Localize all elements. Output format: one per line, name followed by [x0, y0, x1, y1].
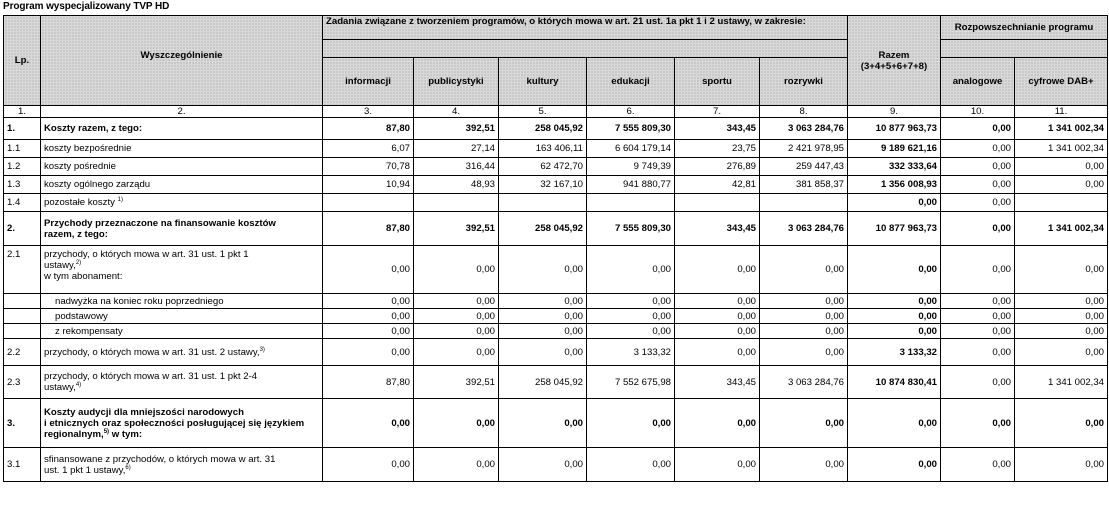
- table-row: z rekompensaty 0,00 0,00 0,00 0,00 0,00 0,00 0,00 0,00 0,00: [4, 324, 1108, 339]
- table-row: 2. Przychody przeznaczone na finansowanie kosztów razem, z tego: 87,80 392,51 258 045,92 7 555 809,30 343,45 3 063 284,76 10 877 963,73 0,00 1 341 002,34: [4, 212, 1108, 246]
- page-title: Program wyspecjalizowany TVP HD: [3, 1, 170, 12]
- header-lp: Lp.: [4, 16, 41, 106]
- header-informacji: informacji: [323, 58, 414, 106]
- table-row: nadwyżka na koniec roku poprzedniego 0,00 0,00 0,00 0,00 0,00 0,00 0,00 0,00 0,00: [4, 294, 1108, 309]
- table-row: 2.2 przychody, o których mowa w art. 31 ust. 2 ustawy,$^{3)}$ 0,00 0,00 0,00 3 133,32 0,00 0,00 3 133,32 0,00 0,00: [4, 339, 1108, 366]
- column-number-row: 1. 2. 3. 4. 5. 6. 7. 8. 9. 10. 11.: [4, 106, 1108, 118]
- table-row: 1.2 koszty pośrednie 70,78 316,44 62 472,70 9 749,39 276,89 259 447,43 332 333,64 0,00 0,00: [4, 158, 1108, 176]
- header-zadania: Zadania związane z tworzeniem programów, o których mowa w art. 21 ust. 1a pkt 1 i 2 ustawy, w zakresie:: [323, 16, 848, 40]
- table-row: 2.1 przychody, o których mowa w art. 31 ust. 1 pkt 1 ustawy,$^{2)}$ w tym abonament: 0,00 0,00 0,00 0,00 0,00 0,00 0,00 0,00 0,00: [4, 246, 1108, 294]
- header-analogowe: analogowe: [941, 58, 1015, 106]
- table-row: 1.1 koszty bezpośrednie 6,07 27,14 163 406,11 6 604 179,14 23,75 2 421 978,95 9 189 621,16 0,00 1 341 002,34: [4, 140, 1108, 158]
- table-row: 1.4 pozostałe koszty $^{1)}$ 0,00 0,00: [4, 194, 1108, 212]
- header-kultury: kultury: [499, 58, 587, 106]
- header-cyfrowe: cyfrowe DAB+: [1015, 58, 1108, 106]
- header-rozpowszechnianie: Rozpowszechnianie programu: [941, 16, 1108, 40]
- table-row: podstawowy 0,00 0,00 0,00 0,00 0,00 0,00 0,00 0,00 0,00: [4, 309, 1108, 324]
- table-row: 3. Koszty audycji dla mniejszości narodowych i etnicznych oraz społeczności posługującej się językiem regionalnym,$^{5)}$ w tym: 0,00 0,00 0,00 0,00 0,00 0,00 0,00 0,00 0,00: [4, 399, 1108, 448]
- table-row: 2.3 przychody, o których mowa w art. 31 ust. 1 pkt 2-4 ustawy,$^{4)}$ 87,80 392,51 258 045,92 7 552 675,98 343,45 3 063 284,76 10 874 830,41 0,00 1 341 002,34: [4, 366, 1108, 399]
- table-row: 3.1 sfinansowane z przychodów, o których mowa w art. 31 ust. 1 pkt 1 ustawy,$^{6)}$ 0,00 0,00 0,00 0,00 0,00 0,00 0,00 0,00 0,00: [4, 448, 1108, 482]
- table-row: 1.3 koszty ogólnego zarządu 10,94 48,93 32 167,10 941 880,77 42,81 381 858,37 1 356 008,93 0,00 0,00: [4, 176, 1108, 194]
- header-rozrywki: rozrywki: [760, 58, 848, 106]
- header-publicystyki: publicystyki: [414, 58, 499, 106]
- header-razem: Razem (3+4+5+6+7+8): [848, 16, 941, 106]
- table-row: 1. Koszty razem, z tego: 87,80 392,51 258 045,92 7 555 809,30 343,45 3 063 284,76 10 877 963,73 0,00 1 341 002,34: [4, 118, 1108, 140]
- header-edukacji: edukacji: [587, 58, 675, 106]
- header-sportu: sportu: [675, 58, 760, 106]
- header-wyszczegolnienie: Wyszczególnienie: [41, 16, 323, 106]
- cost-table: [3, 15, 1108, 482]
